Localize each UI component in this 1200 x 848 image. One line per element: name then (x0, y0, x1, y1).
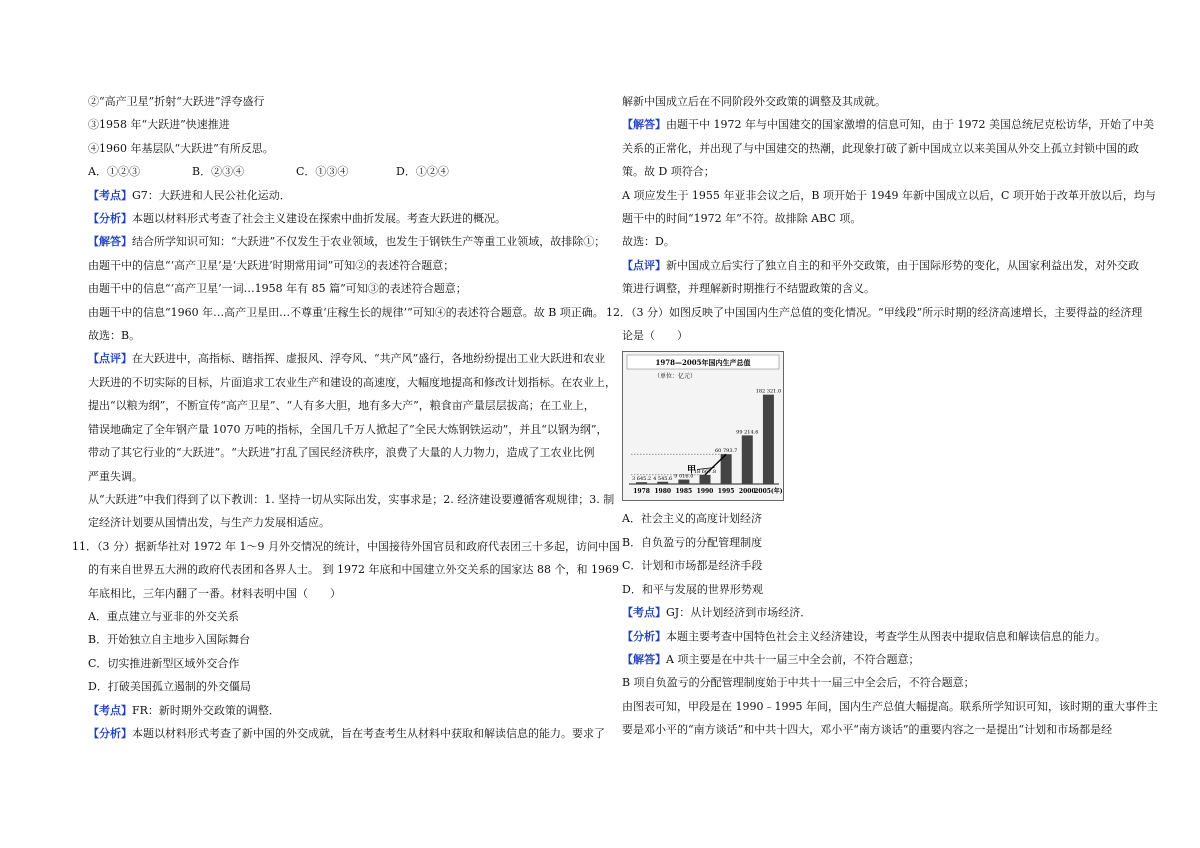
q11-stem-line: 年底相比，三年内翻了一番。材料表明中国（ ） (88, 586, 341, 600)
q10-dianping (88, 347, 606, 370)
chart-bar (763, 395, 774, 484)
kaodian-tag: 【考点】 (88, 188, 132, 202)
q12-choice-a: A．社会主义的高度计划经济 (622, 512, 762, 526)
q10-dianping-line: 严重失调。 (88, 469, 143, 483)
chart-x-tick-label: 1980 (654, 488, 672, 496)
q10-option-2: ②“高产卫星”折射“大跃进”浮夸盛行 (88, 95, 265, 108)
chart-value-label: 182 321.0 (755, 389, 782, 396)
q11-dianping (622, 254, 1139, 277)
q10-jieda (88, 230, 606, 253)
chart-x-tick-label: 2000 (738, 488, 756, 496)
q12-jieda-line: 由图表可知，甲段是在 1990﹣1995 年间，国内生产总值大幅提高。联系所学知识可知，该时期的重大事件主 (622, 699, 1158, 713)
q12-choice-c: C．计划和市场都是经济手段 (622, 559, 763, 573)
jieda-tag: 【解答】 (622, 652, 666, 666)
q12-choice-b: B．自负盈亏的分配管理制度 (622, 535, 763, 549)
q10-dianping-line: 从“大跃进”中我们得到了以下教训：1. 坚持一切从实际出发，实事求是；2. 经济建设要遵循客观规律；3. 制 (88, 492, 615, 506)
kaodian-tag: 【考点】 (88, 703, 132, 717)
chart-bar (636, 483, 647, 485)
chart-x-tick-label: 1990 (696, 488, 714, 496)
q11-fenxi-text: 本题以材料形式考查了新中国的外交成就，旨在考查考生从材料中获取和解读信息的能力。要求了 (132, 726, 605, 740)
chart-bar (742, 436, 753, 485)
q10-choice-b: B．②③④ (192, 165, 245, 179)
q12-kaodian-text: GJ：从计划经济到市场经济． (666, 606, 812, 620)
gdp-chart (622, 351, 784, 501)
q10-jieda-line: 由题干中的信息“1960 年…高产卫星田…不尊重‘庄稼生长的规律’”可知④的表述符合题意。故 B 项正确。 (88, 305, 604, 319)
q10-choice-d: D．①②④ (396, 165, 449, 179)
q11-answer: 故选：D。 (622, 235, 675, 249)
chart-title: 1978—2005年国内生产总值 (655, 358, 751, 368)
q11-choice-a: A．重点建立与亚非的外交关系 (88, 609, 239, 623)
q11-jieda-line: 题干中的时间“1972 年”不符。故排除 ABC 项。 (622, 212, 862, 226)
jieda-tag: 【解答】 (88, 235, 132, 249)
q10-kaodian-text: G7：大跃进和人民公社化运动． (132, 188, 291, 202)
q11-stem: 11．（3 分）据新华社对 1972 年 1～9 月外交情况的统计，中国接待外国官员和政府代表团三十多起，访问中国 (72, 539, 620, 553)
q11-fenxi-cont: 解新中国成立后在不同阶段外交政策的调整及其成就。 (622, 95, 886, 108)
q12-jieda-line: B 项自负盈亏的分配管理制度始于中共十一届三中全会后，不符合题意； (622, 676, 975, 690)
chart-value-label: 3 645.2 (632, 476, 652, 483)
q12-jieda-line: 要是邓小平的“南方谈话”和中共十四大，邓小平“南方谈话”的重要内容之一是提出“计划和市场都是经 (622, 723, 1113, 737)
chart-bar (657, 482, 668, 484)
right-column (606, 90, 1158, 742)
q11-stem-line: 的有来自世界五大洲的政府代表团和各界人士。 到 1972 年底和中国建立外交关系的国家达 88 个，和 1969 (88, 563, 619, 577)
fenxi-tag: 【分析】 (88, 212, 132, 226)
q10-dianping-text: 在大跃进中，高指标、瞎指挥、虚报风、浮夸风、“共产风”盛行，各地纷纷提出工业大跃进和农业 (132, 352, 606, 366)
q12-fenxi (622, 625, 1120, 648)
jieda-tag: 【解答】 (622, 118, 666, 132)
gdp-chart-svg (623, 352, 783, 500)
q11-jieda-text: 由题干中 1972 年与中国建交的国家激增的信息可知，由于 1972 美国总统尼克松访华，开始了中美 (666, 118, 1154, 132)
chart-bar (700, 475, 711, 484)
q10-jieda-line: 由题干中的信息“‘高产卫星’是‘大跃进’时期常用词”可知②的表述符合题意； (88, 258, 455, 272)
q11-dianping-text: 新中国成立后实行了独立自主的和平外交政策，由于国际形势的变化，从国家利益出发，对外交政 (666, 258, 1139, 272)
q12-stem-line: 论是（ ） (622, 329, 688, 343)
q12-choice-d: D．和平与发展的世界形势观 (622, 582, 763, 596)
chart-value-label: 4 545.6 (653, 476, 673, 483)
q10-answer: 故选：B。 (88, 329, 141, 343)
chart-bar (678, 480, 689, 484)
q11-dianping-line: 策进行调整，并理解新时期推行不结盟政策的含义。 (622, 282, 875, 296)
chart-annotation-jia: 甲 (687, 466, 697, 477)
chart-subtitle: （单位：亿元） (653, 373, 697, 381)
q11-kaodian (88, 699, 588, 722)
dianping-tag: 【点评】 (88, 352, 132, 366)
q10-jieda-text: 结合所学知识可知：“大跃进”不仅发生于农业领域，也发生于钢铁生产等重工业领域，故排除①； (132, 235, 606, 249)
chart-value-label: 18 667.8 (693, 469, 717, 476)
chart-value-label: 99 214.6 (736, 429, 759, 436)
q11-kaodian-text: FR：新时期外交政策的调整． (132, 703, 280, 717)
q12-kaodian (622, 601, 1120, 624)
q12-jieda-text: A 项主要是在中共十一届三中全会前，不符合题意； (666, 652, 920, 666)
q10-dianping-line: 定经济计划要从国情出发，与生产力发展相适应。 (88, 516, 330, 530)
chart-x-tick-label: 2005(年) (754, 488, 783, 496)
dianping-tag: 【点评】 (622, 258, 666, 272)
kaodian-tag: 【考点】 (622, 606, 666, 620)
q11-jieda (622, 113, 1154, 136)
q11-jieda-line: 关系的正常化，并出现了与中国建交的热潮，此现象打破了新中国成立以来美国从外交上孤立封锁中国的政 (622, 141, 1139, 155)
q10-dianping-line: 大跃进的不切实际的目标，片面追求工农业生产和建设的高速度，大幅度地提高和修改计划指标。在农业上， (88, 375, 616, 389)
chart-value-label: 9 016.0 (674, 474, 694, 481)
q11-fenxi (88, 722, 605, 745)
q10-dianping-line: 错误地确定了全年钢产量 1070 万吨的指标，全国几千万人掀起了“全民大炼钢铁运动”，并且“以钢为纲”， (88, 422, 608, 436)
q12-jieda (622, 648, 1120, 671)
q11-jieda-line: A 项应发生于 1955 年亚非会议之后，B 项开始于 1949 年新中国成立以后，C 项开始于改革开放以后，均与 (622, 188, 1156, 202)
q11-jieda-line: 策。故 D 项符合； (622, 165, 715, 179)
q10-fenxi (88, 207, 588, 230)
q10-choices (88, 160, 588, 183)
q11-choice-b: B．开始独立自主地步入国际舞台 (88, 633, 251, 647)
left-column (72, 90, 620, 745)
q10-choice-a: A．①②③ (88, 165, 140, 179)
chart-x-tick-label: 1978 (633, 488, 650, 496)
q10-jieda-line: 由题干中的信息“‘高产卫星’一词…1958 年有 85 篇”可知③的表述符合题意； (88, 282, 467, 296)
fenxi-tag: 【分析】 (622, 629, 666, 643)
q10-choice-c: C．①③④ (296, 165, 349, 179)
q10-option-4: ④1960 年基层队“大跃进”有所反思。 (88, 141, 274, 155)
q11-choice-d: D．打破美国孤立遏制的外交僵局 (88, 680, 251, 694)
fenxi-tag: 【分析】 (88, 726, 132, 740)
q11-choice-c: C．切实推进新型区域外交合作 (88, 656, 240, 670)
q12-fenxi-text: 本题主要考查中国特色社会主义经济建设，考查学生从图表中提取信息和解读信息的能力。 (666, 629, 1106, 643)
q10-dianping-line: 带动了其它行业的“大跃进”。“大跃进”打乱了国民经济秩序，浪费了大量的人力物力，造成了工农业比例 (88, 446, 595, 460)
chart-x-tick-label: 1995 (717, 488, 735, 496)
chart-value-label: 60 793.7 (715, 448, 738, 455)
q10-dianping-line: 提出“以粮为纲”，不断宣传“高产卫星”、“人有多大胆，地有多大产”，粮食亩产量层层拔高；在工业上， (88, 399, 595, 413)
chart-x-tick-label: 1985 (675, 488, 693, 496)
q12-stem: 12．（3 分）如图反映了中国国内生产总值的变化情况。“甲线段”所示时期的经济高速增长，主要得益的经济理 (606, 305, 1143, 319)
q10-kaodian (88, 184, 588, 207)
q10-fenxi-text: 本题以材料形式考查了社会主义建设在探索中曲折发展。考查大跃进的概况。 (132, 212, 506, 226)
q10-option-3: ③1958 年“大跃进”快速推进 (88, 118, 230, 132)
